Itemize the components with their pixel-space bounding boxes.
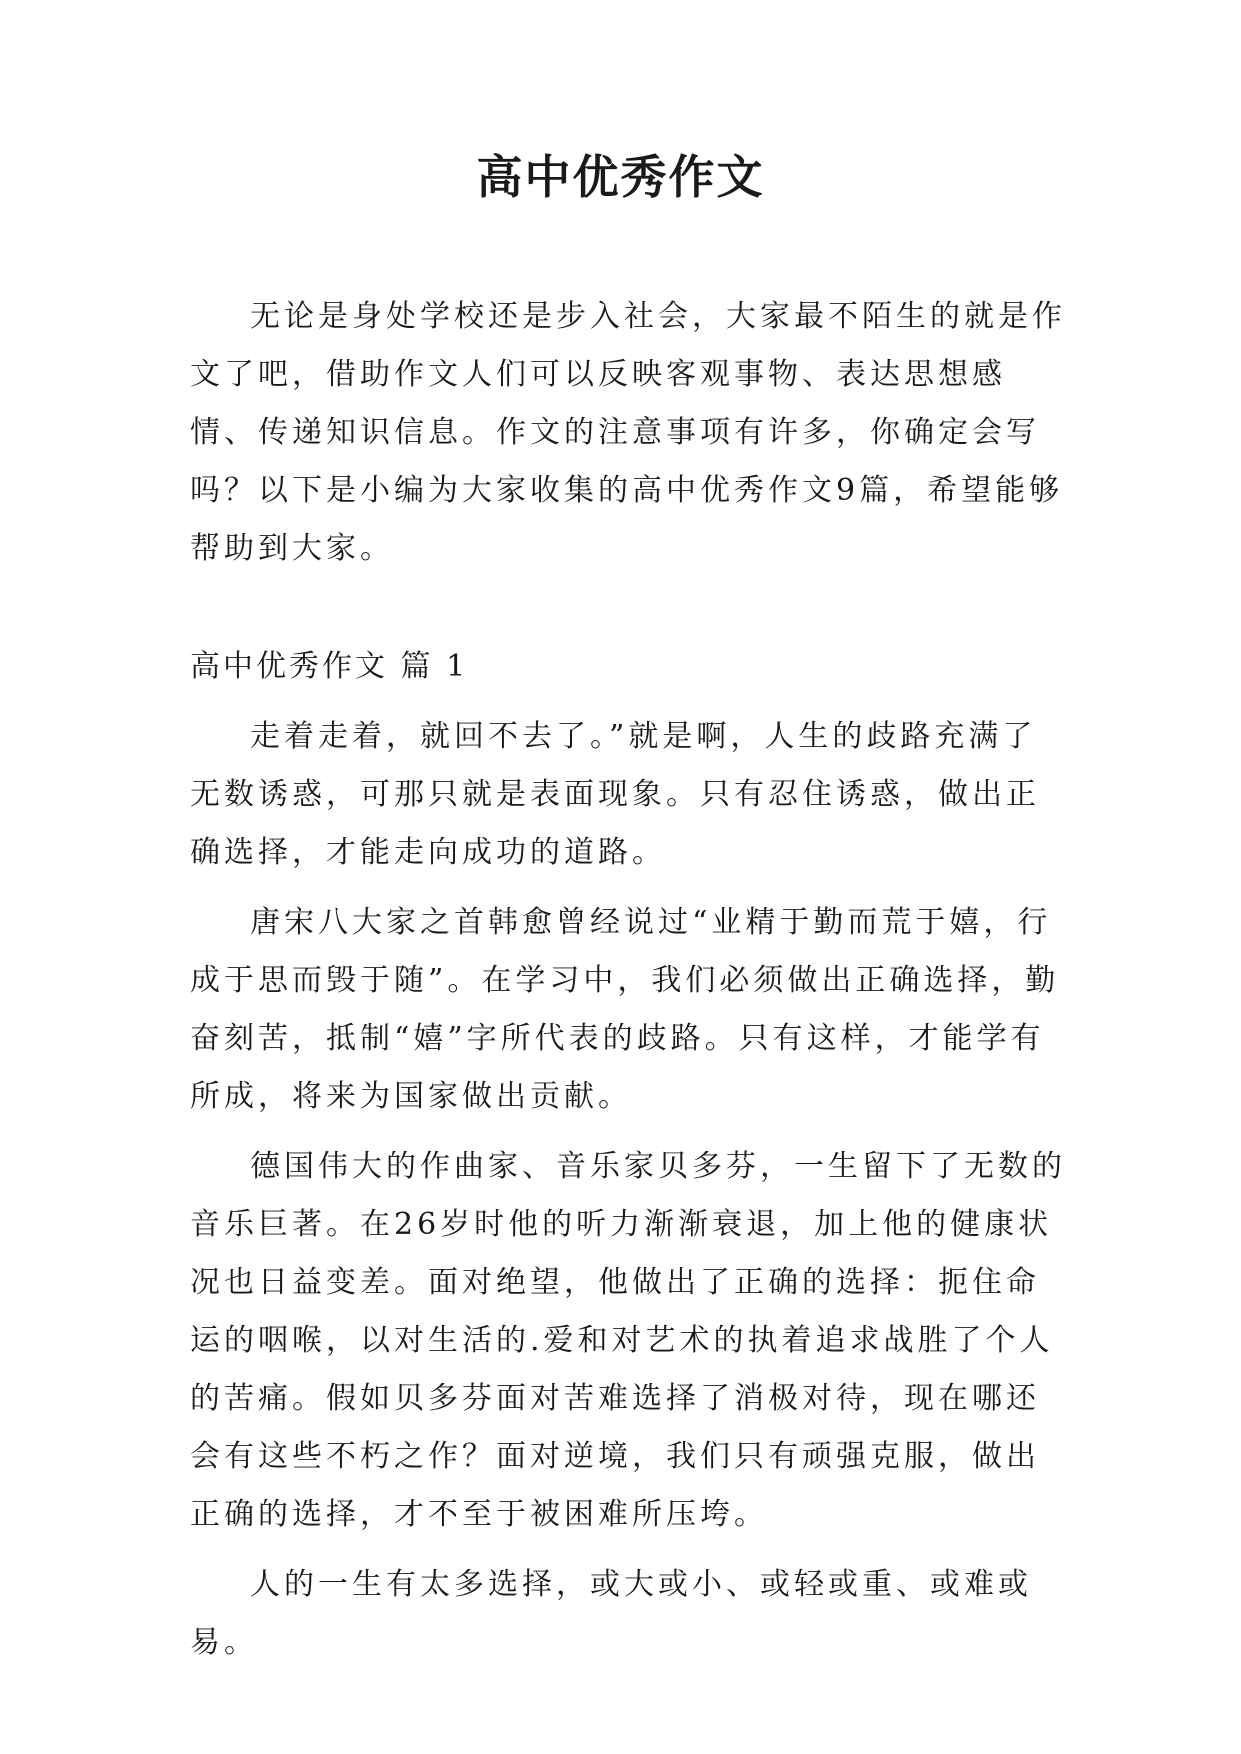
body-paragraph-2: 唐宋八大家之首韩愈曾经说过“业精于勤而荒于嬉，行成于思而毁于随”。在学习中，我们必须做出正确选择，勤奋刻苦，抵制“嬉”字所代表的歧路。只有这样，才能学有所成，将来为国家做出贡献。 [190,905,1060,1114]
document-title: 高中优秀作文 [476,150,765,204]
body-paragraph-1: 走着走着，就回不去了。”就是啊，人生的歧路充满了无数诱惑，可那只就是表面现象。只有忍住诱惑，做出正确选择，才能走向成功的道路。 [190,719,1040,870]
body-paragraph-4: 人的一生有太多选择，或大或小、或轻或重、或难或易。 [190,1567,1032,1660]
body-paragraph-3: 德国伟大的作曲家、音乐家贝多芬，一生留下了无数的音乐巨著。在26岁时他的听力渐渐衰退，加上他的健康状况也日益变差。面对绝望，他做出了正确的选择：扼住命运的咽喉，以对生活的.爱和对艺术的执着追求战胜了个人的苦痛。假如贝多芬面对苦难选择了消极对待，现在哪还会有这些不朽之作？面对逆境，我们只有顽强克服，做出正确的选择，才不至于被困难所压垮。 [190,1149,1066,1532]
intro-paragraph: 无论是身处学校还是步入社会，大家最不陌生的就是作文了吧，借助作文人们可以反映客观事物、表达思想感情、传递知识信息。作文的注意事项有许多，你确定会写吗？以下是小编为大家收集的高中优秀作文9篇，希望能够帮助到大家。 [190,299,1066,566]
section-heading: 高中优秀作文 篇 1 [190,649,469,684]
document-body [190,288,1070,1672]
